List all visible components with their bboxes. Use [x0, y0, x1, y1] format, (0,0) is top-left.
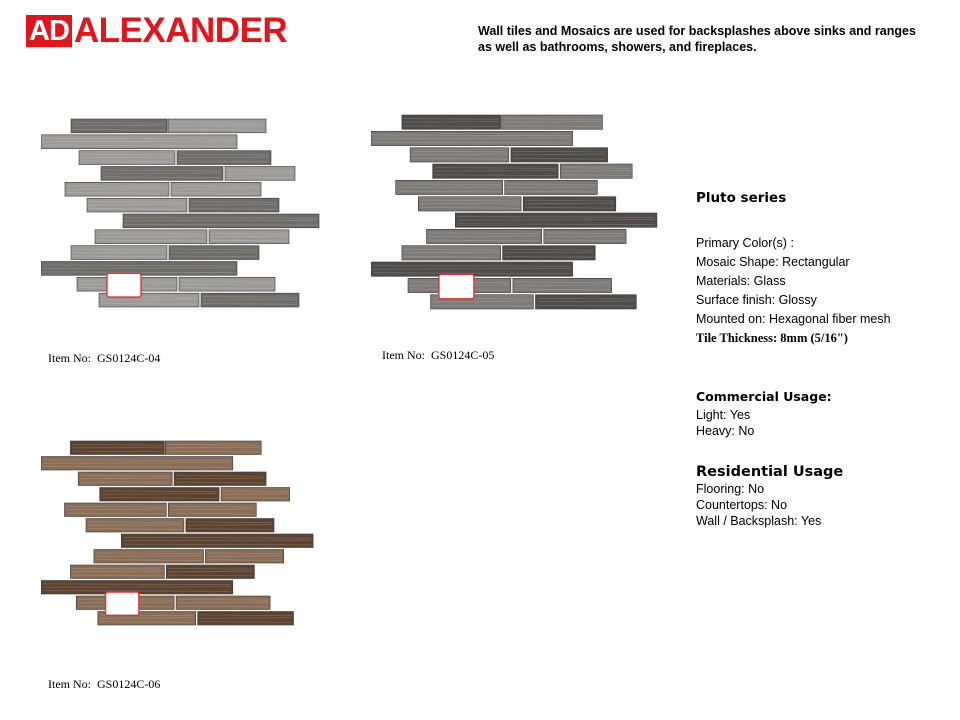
logo-ad-block: AD: [26, 15, 72, 47]
series-title: Pluto series: [696, 190, 787, 206]
commercial-heading: Commercial Usage:: [696, 389, 832, 404]
intro-text: Wall tiles and Mosaics are used for backsplashes above sinks and ranges as well as bathrooms, showers, and fireplaces.: [478, 24, 916, 54]
spec-materials: Materials: Glass: [696, 274, 786, 288]
product-image-2: [371, 114, 661, 310]
mosaic-image: [371, 114, 661, 310]
commercial-usage: [696, 389, 832, 439]
label-sticker: [107, 273, 141, 297]
spec-thickness: Tile Thickness: 8mm (5/16"): [696, 331, 848, 345]
spec-finish: Surface finish: Glossy: [696, 293, 817, 307]
commercial-light: Light: Yes: [696, 408, 751, 422]
label-sticker: [439, 274, 474, 299]
product-image-1: [41, 118, 323, 308]
spec-primary-color: Primary Color(s) :: [696, 236, 794, 250]
brand-logo: [26, 11, 288, 50]
logo-wordmark: ALEXANDER: [73, 11, 288, 50]
item-number-2: [382, 348, 494, 363]
commercial-heavy: Heavy: No: [696, 424, 755, 438]
item-number-3: [48, 677, 160, 692]
residential-usage: [696, 463, 843, 529]
mosaic-image: [41, 440, 317, 626]
mosaic-image: [41, 118, 323, 308]
label-sticker: [106, 592, 139, 615]
residential-countertops: Countertops: No: [696, 498, 788, 512]
item-code: GS0124C-05: [431, 348, 495, 362]
product-image-3: [41, 440, 317, 626]
residential-heading: Residential Usage: [696, 464, 844, 480]
spec-mounted: Mounted on: Hexagonal fiber mesh: [696, 312, 891, 326]
spec-list: [696, 234, 891, 348]
item-label: Item No:: [48, 351, 91, 365]
item-label: Item No:: [382, 348, 425, 362]
item-label: Item No:: [48, 677, 91, 691]
item-code: GS0124C-04: [97, 351, 161, 365]
item-code: GS0124C-06: [97, 677, 161, 691]
residential-flooring: Flooring: No: [696, 482, 765, 496]
residential-wall: Wall / Backsplash: Yes: [696, 514, 822, 528]
item-number-1: [48, 351, 160, 366]
spec-shape: Mosaic Shape: Rectangular: [696, 255, 850, 269]
